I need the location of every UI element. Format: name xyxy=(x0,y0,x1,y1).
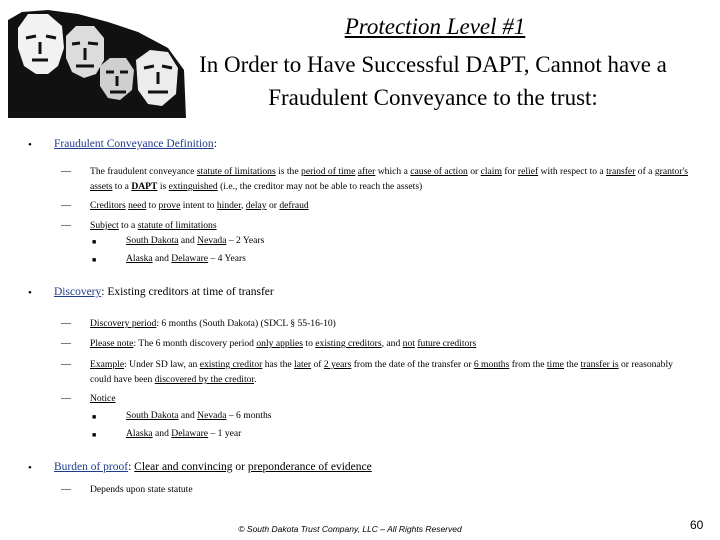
slide-subtitle: In Order to Have Successful DAPT, Cannot have a Fraudulent Conveyance to the trust: xyxy=(199,52,667,110)
discovery-sub-sd-nv: South Dakota and Nevada – 6 months xyxy=(126,410,272,421)
discovery-item-period: Discovery period: 6 months (South Dakota) (SDCL § 55-16-10) xyxy=(90,318,336,329)
fraud-item-creditors: Creditors need to prove intent to hinder, delay or defraud xyxy=(90,200,309,211)
bullet-marker: • xyxy=(28,462,32,474)
page-number: 60 xyxy=(690,518,704,532)
discovery-item-notice: Notice xyxy=(90,393,116,404)
dash-marker: — xyxy=(61,484,71,495)
discovery-item-example: Example: Under SD law, an existing creditor has the later of 2 years from the date of the transfer or 6 months from the time the transfer is or reasonably could have been discovered by the creditor. xyxy=(90,359,673,385)
dash-marker: — xyxy=(61,220,71,231)
square-marker: ■ xyxy=(92,413,97,421)
fraud-sub-ak-de: Alaska and Delaware – 4 Years xyxy=(126,253,246,264)
dash-marker: — xyxy=(61,166,71,177)
square-marker: ■ xyxy=(92,256,97,264)
mount-rushmore-logo xyxy=(8,8,186,118)
slide-title: Protection Level #1 xyxy=(344,14,526,39)
dash-marker: — xyxy=(61,338,71,349)
fraud-sub-sd-nv: South Dakota and Nevada – 2 Years xyxy=(126,235,265,246)
copyright-footer: © South Dakota Trust Company, LLC – All Rights Reserved xyxy=(238,524,462,534)
fraud-item-sol: The fraudulent conveyance statute of limitations is the period of time after which a cause of action or claim for relief with respect to a transfer of a grantor's assets to a DAPT is extinguished (i.e., the creditor may not be able to reach the assets) xyxy=(90,166,689,192)
dash-marker: — xyxy=(61,359,71,370)
discovery-sub-ak-de: Alaska and Delaware – 1 year xyxy=(126,428,242,439)
bullet-marker: • xyxy=(28,139,32,151)
discovery-heading-link[interactable]: Discovery xyxy=(54,286,102,298)
square-marker: ■ xyxy=(92,238,97,246)
fraud-heading-link[interactable]: Fraudulent Conveyance Definition xyxy=(54,138,214,150)
fraud-heading: Fraudulent Conveyance Definition: xyxy=(54,138,217,150)
burden-heading-link[interactable]: Burden of proof xyxy=(54,461,129,473)
burden-item-statute: Depends upon state statute xyxy=(90,484,193,495)
dash-marker: — xyxy=(61,318,71,329)
dash-marker: — xyxy=(61,200,71,211)
square-marker: ■ xyxy=(92,431,97,439)
burden-heading: Burden of proof: Clear and convincing or preponderance of evidence xyxy=(54,461,372,473)
fraud-item-subject: Subject to a statute of limitations xyxy=(90,220,217,231)
dash-marker: — xyxy=(61,393,71,404)
discovery-heading: Discovery: Existing creditors at time of transfer xyxy=(54,286,274,298)
discovery-item-note: Please note: The 6 month discovery period only applies to existing creditors, and not future creditors xyxy=(90,338,477,349)
bullet-marker: • xyxy=(28,287,32,299)
